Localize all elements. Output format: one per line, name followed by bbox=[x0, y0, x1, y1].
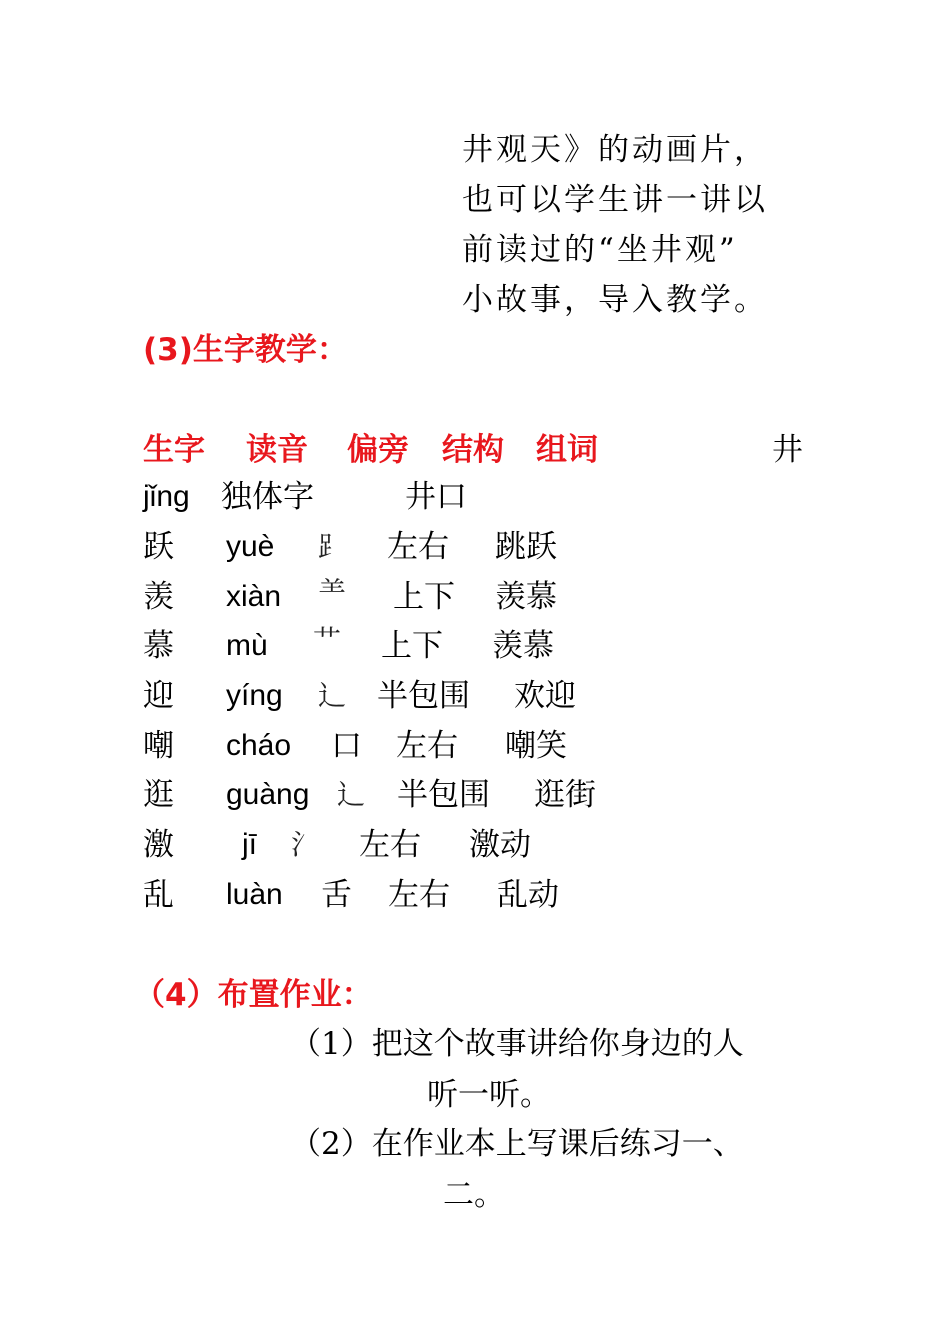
section3-heading: (3)生字教学： bbox=[143, 332, 348, 368]
row-char: 嘲 bbox=[143, 728, 174, 764]
row-word: 欢迎 bbox=[514, 678, 576, 714]
row-structure: 半包围 bbox=[397, 777, 490, 813]
row-radical: 舌 bbox=[321, 877, 352, 913]
row-word: 羡慕 bbox=[492, 628, 554, 664]
intro-line-1: 井观天》的动画片， bbox=[462, 132, 768, 168]
row-char: 逛 bbox=[143, 777, 174, 813]
homework-item-2-cont: 二。 bbox=[443, 1177, 505, 1213]
row-radical: 氵 bbox=[291, 828, 320, 861]
row-radical: ⻌ bbox=[337, 778, 366, 811]
row-radical: 口 bbox=[331, 728, 362, 764]
row-structure: 左右 bbox=[359, 827, 421, 863]
row-structure: 半包围 bbox=[377, 678, 470, 714]
row-word: 逛街 bbox=[534, 777, 596, 813]
header-word: 组词 bbox=[536, 432, 598, 468]
homework-item-1-cont: 听一听。 bbox=[427, 1077, 551, 1113]
first-row-pinyin: jǐng bbox=[143, 480, 190, 513]
row-char: 迎 bbox=[143, 678, 174, 714]
header-char: 生字 bbox=[143, 432, 205, 468]
homework-item-1: （1）把这个故事讲给你身边的人 bbox=[290, 1026, 744, 1062]
row-pinyin: mù bbox=[226, 629, 268, 662]
row-pinyin: xiàn bbox=[226, 580, 282, 613]
row-word: 羡慕 bbox=[495, 579, 557, 615]
row-word: 乱动 bbox=[497, 877, 559, 913]
row-word: 跳跃 bbox=[495, 529, 557, 565]
row-structure: 左右 bbox=[387, 529, 449, 565]
row-structure: 左右 bbox=[388, 877, 450, 913]
row-pinyin: cháo bbox=[226, 729, 292, 762]
section4-heading: （4）布置作业： bbox=[134, 977, 373, 1013]
first-char: 井 bbox=[772, 432, 803, 468]
row-char: 慕 bbox=[143, 628, 174, 664]
intro-line-3: 前读过的“坐井观” bbox=[462, 232, 738, 268]
row-pinyin: yíng bbox=[226, 679, 283, 712]
intro-line-2: 也可以学生讲一讲以 bbox=[462, 182, 768, 218]
header-pinyin: 读音 bbox=[246, 432, 308, 468]
row-word: 激动 bbox=[469, 827, 531, 863]
row-word: 嘲笑 bbox=[505, 728, 567, 764]
row-structure: 左右 bbox=[396, 728, 458, 764]
row-pinyin: jī bbox=[242, 828, 257, 861]
row-structure: 上下 bbox=[393, 579, 455, 615]
row-structure: 上下 bbox=[381, 628, 443, 664]
row-pinyin: guàng bbox=[226, 778, 310, 811]
row-char: 跃 bbox=[143, 529, 174, 565]
header-radical: 偏旁 bbox=[347, 432, 409, 468]
first-row-word: 井口 bbox=[405, 479, 467, 515]
row-char: 羡 bbox=[143, 579, 174, 615]
row-radical: ⺷ bbox=[318, 575, 347, 608]
row-radical: 艹 bbox=[313, 624, 342, 657]
row-pinyin: luàn bbox=[226, 878, 283, 911]
row-char: 乱 bbox=[143, 877, 174, 913]
homework-item-2: （2）在作业本上写课后练习一、 bbox=[290, 1126, 744, 1162]
row-radical: ⻊ bbox=[317, 530, 346, 563]
row-radical: ⻌ bbox=[318, 679, 347, 712]
row-pinyin: yuè bbox=[226, 530, 275, 563]
intro-line-4: 小故事，导入教学。 bbox=[462, 282, 768, 318]
first-row-structure: 独体字 bbox=[221, 479, 314, 515]
row-char: 激 bbox=[143, 827, 174, 863]
header-structure: 结构 bbox=[442, 432, 504, 468]
